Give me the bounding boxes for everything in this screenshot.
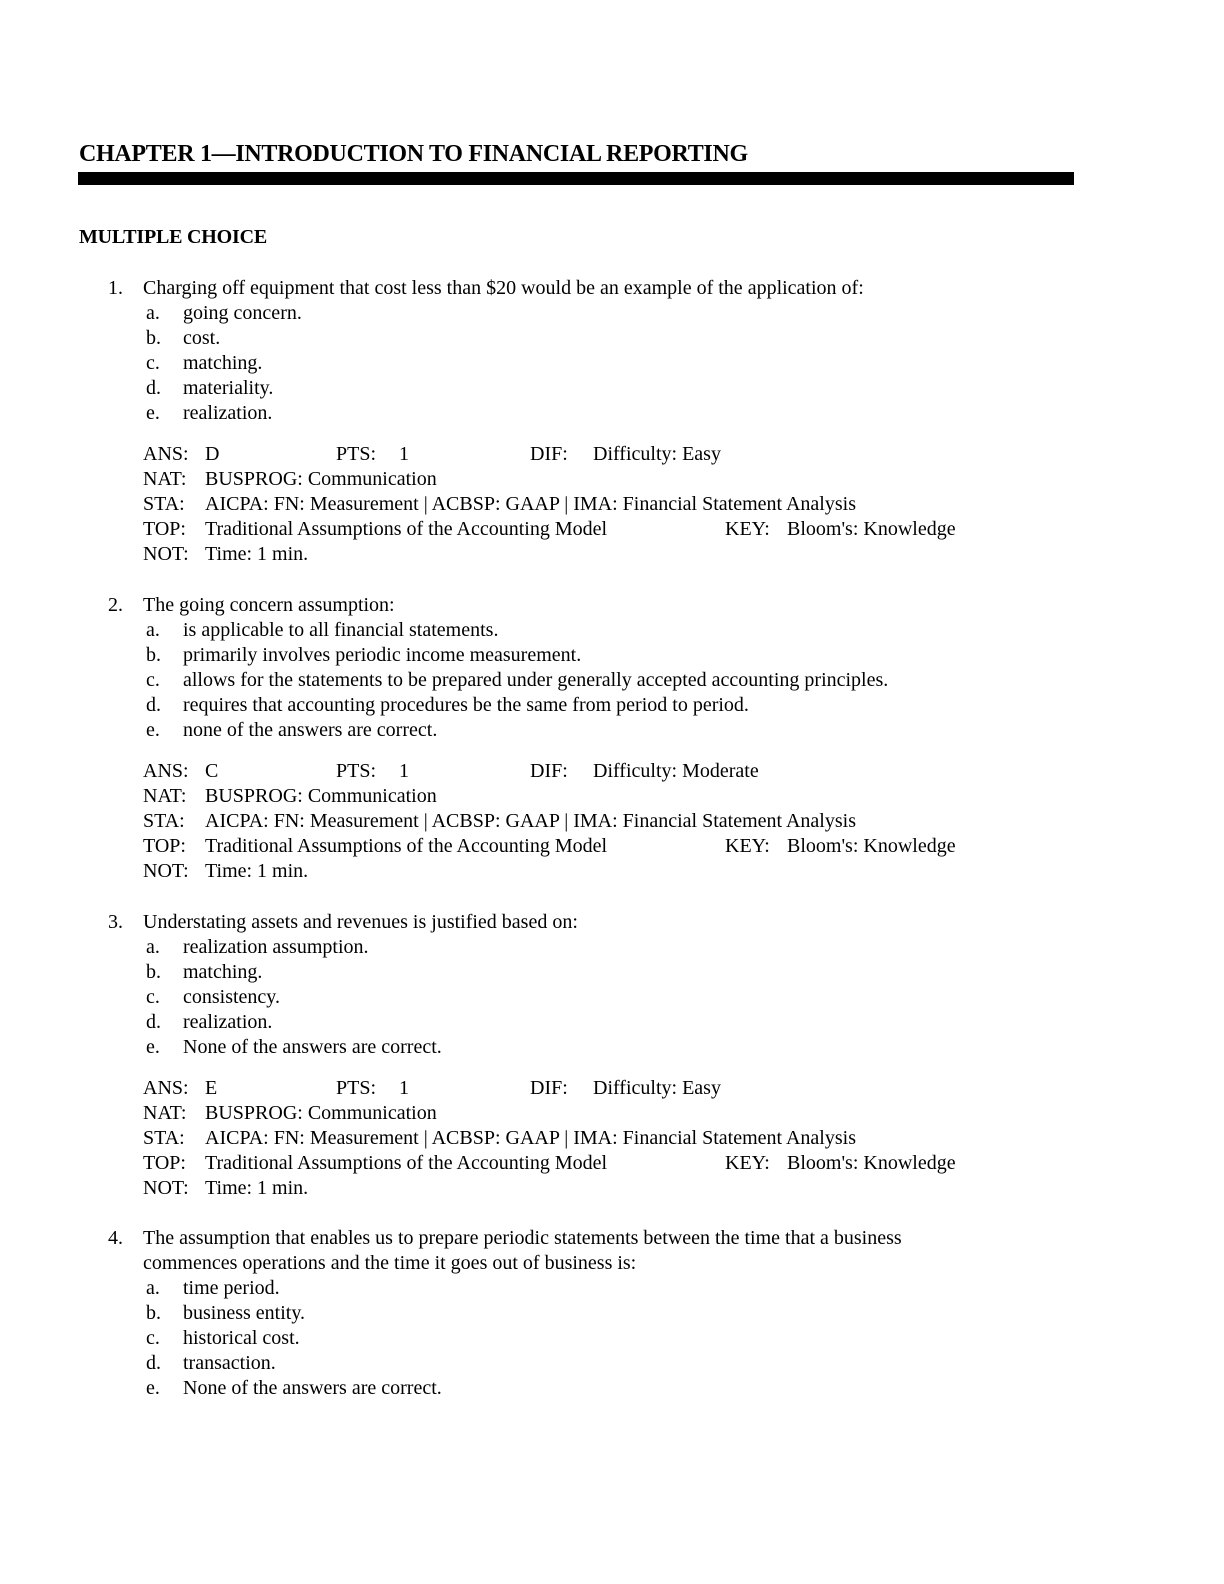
sta-value: AICPA: FN: Measurement | ACBSP: GAAP | IMA: Financial Statement Analysis xyxy=(205,1127,856,1149)
nat-label: NAT: xyxy=(143,785,187,807)
pts-value: 1 xyxy=(399,1077,409,1099)
chapter-title: CHAPTER 1—INTRODUCTION TO FINANCIAL REPORTING xyxy=(79,141,748,167)
ans-value: D xyxy=(205,443,220,465)
top-label: TOP: xyxy=(143,1152,186,1174)
key-value: Bloom's: Knowledge xyxy=(787,1152,956,1174)
question-text: The going concern assumption: xyxy=(143,594,395,616)
option-text: matching. xyxy=(183,352,263,374)
pts-value: 1 xyxy=(399,760,409,782)
option-letter: b. xyxy=(146,1302,161,1324)
ans-label: ANS: xyxy=(143,1077,189,1099)
ans-label: ANS: xyxy=(143,760,189,782)
option-text: business entity. xyxy=(183,1302,306,1324)
option-text: None of the answers are correct. xyxy=(183,1036,442,1058)
option-text: realization. xyxy=(183,1011,273,1033)
not-label: NOT: xyxy=(143,543,189,565)
option-letter: b. xyxy=(146,961,161,983)
pts-label: PTS: xyxy=(336,760,377,782)
nat-value: BUSPROG: Communication xyxy=(205,1102,437,1124)
option-text: materiality. xyxy=(183,377,274,399)
key-value: Bloom's: Knowledge xyxy=(787,518,956,540)
ans-value: C xyxy=(205,760,219,782)
option-letter: c. xyxy=(146,986,160,1008)
option-text: realization. xyxy=(183,402,273,424)
dif-value: Difficulty: Easy xyxy=(593,1077,721,1099)
top-value: Traditional Assumptions of the Accounting Model xyxy=(205,835,608,857)
option-text: none of the answers are correct. xyxy=(183,719,438,741)
option-text: historical cost. xyxy=(183,1327,300,1349)
dif-label: DIF: xyxy=(530,1077,568,1099)
ans-label: ANS: xyxy=(143,443,189,465)
not-value: Time: 1 min. xyxy=(205,860,309,882)
option-letter: c. xyxy=(146,1327,160,1349)
question-text: commences operations and the time it goes out of business is: xyxy=(143,1252,637,1274)
question-text: Charging off equipment that cost less than $20 would be an example of the application of: xyxy=(143,277,864,299)
key-label: KEY: xyxy=(725,1152,770,1174)
sta-label: STA: xyxy=(143,810,185,832)
question-text: The assumption that enables us to prepare periodic statements between the time that a business xyxy=(143,1227,902,1249)
option-letter: c. xyxy=(146,352,160,374)
sta-value: AICPA: FN: Measurement | ACBSP: GAAP | IMA: Financial Statement Analysis xyxy=(205,810,856,832)
not-value: Time: 1 min. xyxy=(205,543,309,565)
option-letter: e. xyxy=(146,1377,160,1399)
option-letter: a. xyxy=(146,619,160,641)
option-text: time period. xyxy=(183,1277,280,1299)
option-text: is applicable to all financial statements. xyxy=(183,619,499,641)
sta-label: STA: xyxy=(143,1127,185,1149)
option-text: transaction. xyxy=(183,1352,276,1374)
top-value: Traditional Assumptions of the Accounting Model xyxy=(205,1152,608,1174)
key-value: Bloom's: Knowledge xyxy=(787,835,956,857)
question-number: 1. xyxy=(108,277,123,299)
pts-label: PTS: xyxy=(336,1077,377,1099)
option-letter: d. xyxy=(146,694,161,716)
option-letter: d. xyxy=(146,377,161,399)
question-number: 4. xyxy=(108,1227,123,1249)
option-letter: c. xyxy=(146,669,160,691)
option-text: None of the answers are correct. xyxy=(183,1377,442,1399)
question-number: 3. xyxy=(108,911,123,933)
pts-label: PTS: xyxy=(336,443,377,465)
option-text: cost. xyxy=(183,327,221,349)
not-label: NOT: xyxy=(143,860,189,882)
option-letter: a. xyxy=(146,1277,160,1299)
nat-value: BUSPROG: Communication xyxy=(205,468,437,490)
option-letter: b. xyxy=(146,644,161,666)
top-label: TOP: xyxy=(143,518,186,540)
option-letter: e. xyxy=(146,1036,160,1058)
option-letter: a. xyxy=(146,302,160,324)
option-letter: a. xyxy=(146,936,160,958)
option-letter: d. xyxy=(146,1352,161,1374)
option-text: realization assumption. xyxy=(183,936,369,958)
option-text: matching. xyxy=(183,961,263,983)
question-text: Understating assets and revenues is justified based on: xyxy=(143,911,578,933)
dif-label: DIF: xyxy=(530,443,568,465)
title-rule xyxy=(78,172,1074,185)
top-label: TOP: xyxy=(143,835,186,857)
option-letter: e. xyxy=(146,719,160,741)
not-value: Time: 1 min. xyxy=(205,1177,309,1199)
option-text: going concern. xyxy=(183,302,302,324)
section-heading: MULTIPLE CHOICE xyxy=(79,226,267,248)
option-text: allows for the statements to be prepared under generally accepted accounting principles. xyxy=(183,669,889,691)
ans-value: E xyxy=(205,1077,218,1099)
option-letter: d. xyxy=(146,1011,161,1033)
option-text: requires that accounting procedures be the same from period to period. xyxy=(183,694,749,716)
nat-label: NAT: xyxy=(143,468,187,490)
question-number: 2. xyxy=(108,594,123,616)
option-letter: b. xyxy=(146,327,161,349)
pts-value: 1 xyxy=(399,443,409,465)
sta-label: STA: xyxy=(143,493,185,515)
key-label: KEY: xyxy=(725,518,770,540)
sta-value: AICPA: FN: Measurement | ACBSP: GAAP | IMA: Financial Statement Analysis xyxy=(205,493,856,515)
key-label: KEY: xyxy=(725,835,770,857)
option-text: primarily involves periodic income measurement. xyxy=(183,644,582,666)
dif-value: Difficulty: Moderate xyxy=(593,760,759,782)
not-label: NOT: xyxy=(143,1177,189,1199)
option-letter: e. xyxy=(146,402,160,424)
nat-value: BUSPROG: Communication xyxy=(205,785,437,807)
dif-label: DIF: xyxy=(530,760,568,782)
option-text: consistency. xyxy=(183,986,281,1008)
top-value: Traditional Assumptions of the Accounting Model xyxy=(205,518,608,540)
dif-value: Difficulty: Easy xyxy=(593,443,721,465)
nat-label: NAT: xyxy=(143,1102,187,1124)
